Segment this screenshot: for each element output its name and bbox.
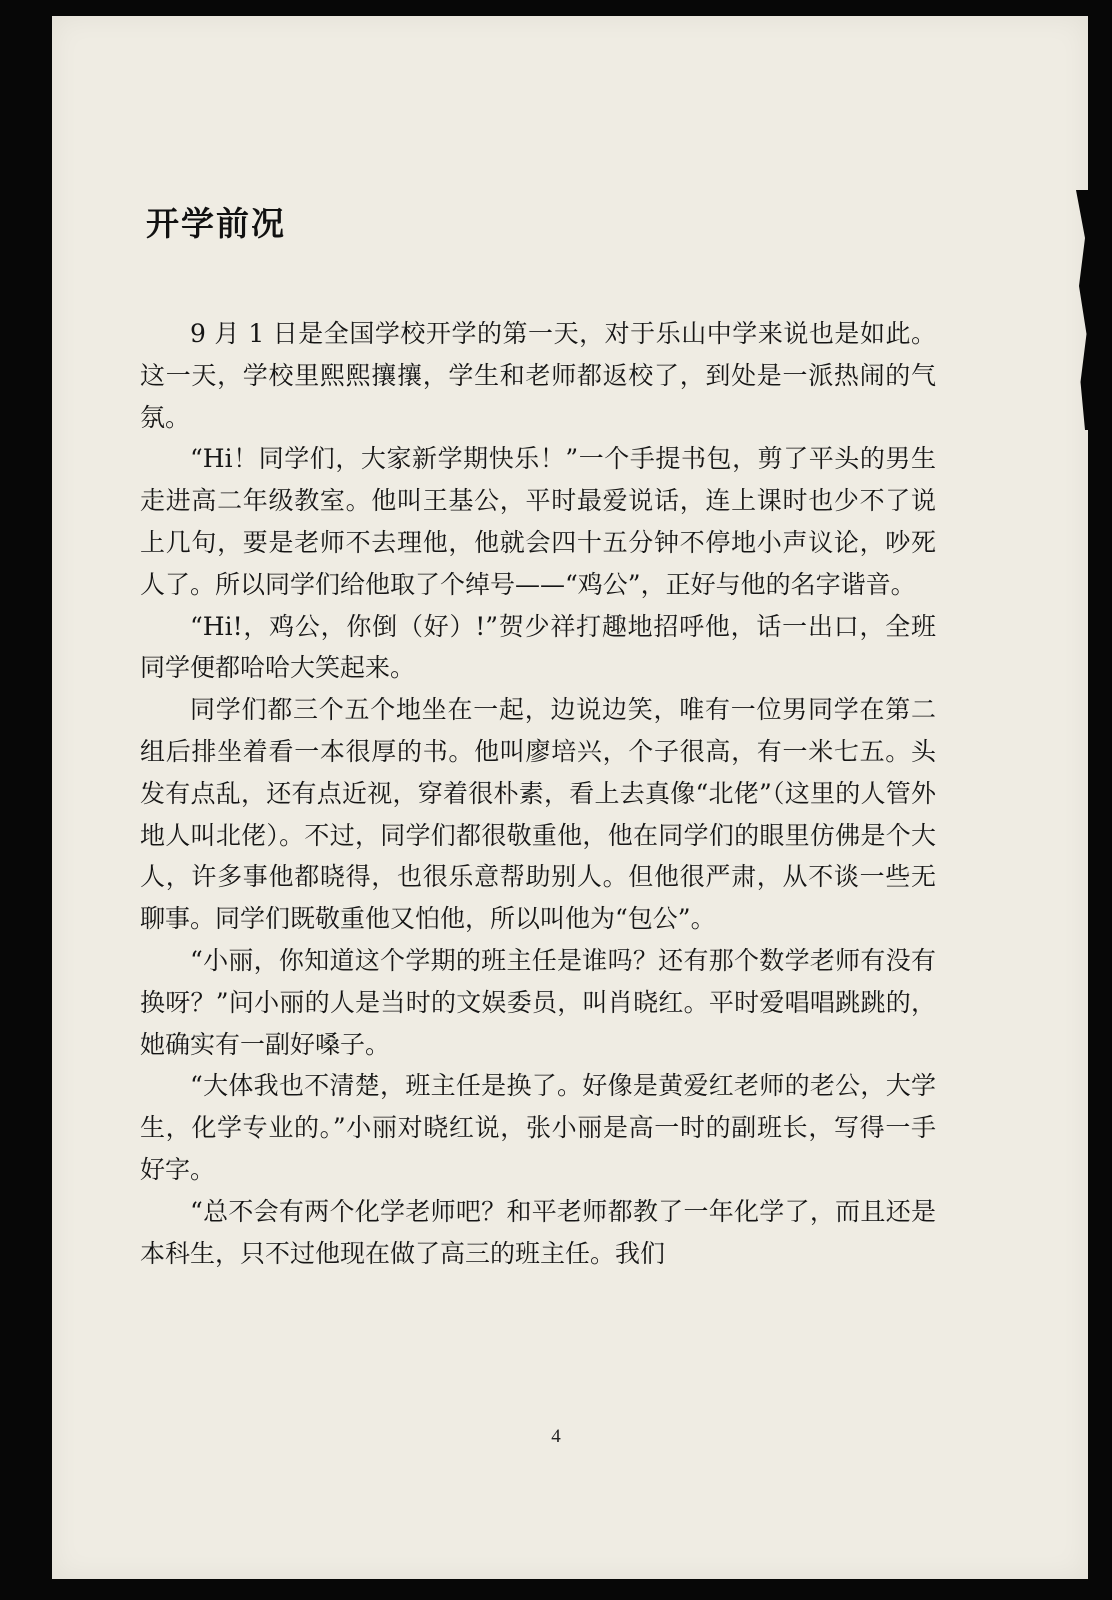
paragraph: 9 月 1 日是全国学校开学的第一天，对于乐山中学来说也是如此。这一天，学校里熙熙攘攘，学生和老师都返校了，到处是一派热闹的气氛。 bbox=[140, 319, 936, 432]
chapter-body bbox=[140, 313, 936, 1274]
paragraph: 同学们都三个五个地坐在一起，边说边笑，唯有一位男同学在第二组后排坐着看一本很厚的书。他叫廖培兴，个子很高，有一米七五。头发有点乱，还有点近视，穿着很朴素，看上去真像“北佬”（这里的人管外地人叫北佬）。不过，同学们都很敬重他，他在同学们的眼里仿佛是个大人，许多事他都晓得，也很乐意帮助别人。但他很严肃，从不谈一些无聊事。同学们既敬重他又怕他，所以叫他为“包公”。 bbox=[140, 695, 936, 934]
page-number: 4 bbox=[551, 1426, 561, 1447]
paragraph: “Hi!，鸡公，你倒（好）!”贺少祥打趣地招呼他，话一出口，全班同学便都哈哈大笑起来。 bbox=[140, 611, 936, 683]
paragraph: “Hi！同学们，大家新学期快乐！”一个手提书包，剪了平头的男生走进高二年级教室。他叫王基公，平时最爱说话，连上课时也少不了说上几句，要是老师不去理他，他就会四十五分钟不停地小声议论，吵死人了。所以同学们给他取了个绰号——“鸡公”，正好与他的名字谐音。 bbox=[140, 444, 936, 599]
paragraph: “小丽，你知道这个学期的班主任是谁吗？还有那个数学老师有没有换呀？”问小丽的人是当时的文娱委员，叫肖晓红。平时爱唱唱跳跳的，她确实有一副好嗓子。 bbox=[140, 945, 936, 1059]
paragraph: “总不会有两个化学老师吧？和平老师都教了一年化学了，而且还是本科生，只不过他现在做了高三的班主任。我们 bbox=[140, 1196, 936, 1268]
paragraph: “大体我也不清楚，班主任是换了。好像是黄爱红老师的老公，大学生，化学专业的。”小丽对晓红说，张小丽是高一时的副班长，写得一手好字。 bbox=[140, 1071, 936, 1184]
chapter-title: 开学前况 bbox=[146, 204, 286, 243]
